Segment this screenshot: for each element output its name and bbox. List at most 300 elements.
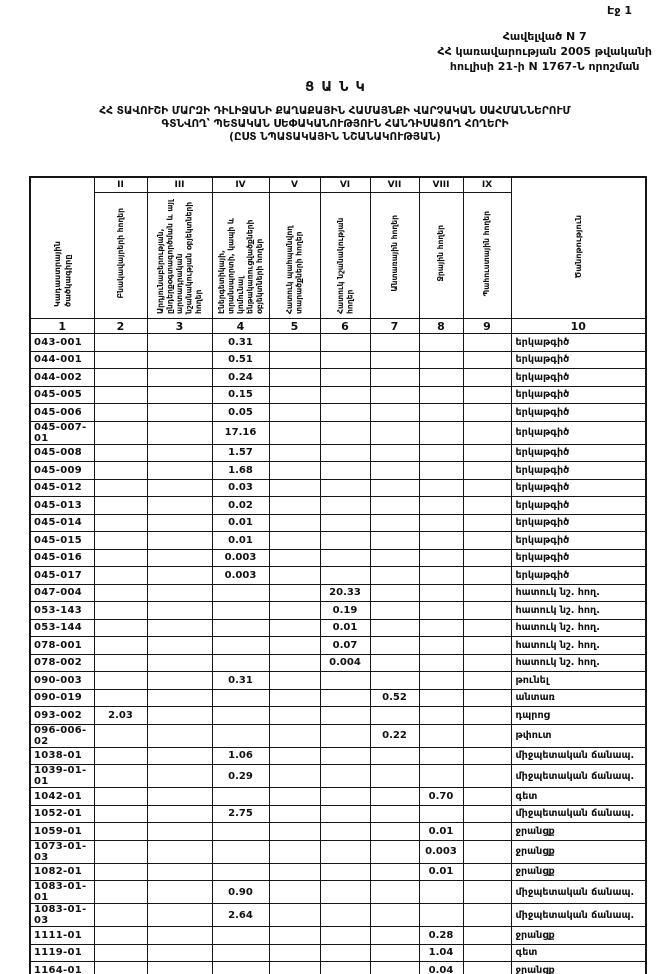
area-value-cell-col2: [94, 514, 147, 532]
area-value-cell-col5: [269, 707, 320, 725]
note-cell: երկաթգիծ: [511, 497, 646, 515]
table-row: [30, 462, 646, 480]
column-number-row: [30, 319, 646, 334]
cadastral-code-cell: 045-013: [30, 497, 94, 515]
area-value-cell-col7: [370, 404, 419, 422]
area-value-cell-col8: [419, 904, 463, 927]
note-cell: երկաթգիծ: [511, 386, 646, 404]
area-value-cell-col6: [320, 805, 370, 823]
area-value-cell-col5: [269, 805, 320, 823]
area-value-cell-col3: [147, 334, 212, 352]
area-value-cell-col3: [147, 747, 212, 765]
note-cell: երկաթգիծ: [511, 369, 646, 387]
area-value-cell-col2: [94, 369, 147, 387]
roman-numeral-8: VIII: [419, 177, 463, 193]
area-value-cell-col6: [320, 944, 370, 962]
area-value-cell-col7: [370, 532, 419, 550]
area-value-cell-col6: [320, 788, 370, 806]
area-value-cell-col9: [463, 497, 511, 515]
table-row: [30, 404, 646, 422]
area-value-cell-col4: [212, 863, 269, 881]
cadastral-code-cell: 045-008: [30, 444, 94, 462]
area-value-cell-col7: [370, 386, 419, 404]
area-value-cell-col7: [370, 421, 419, 444]
note-cell: երկաթգիծ: [511, 404, 646, 422]
area-value-cell-col3: [147, 765, 212, 788]
area-value-cell-col3: [147, 584, 212, 602]
area-value-cell-col3: [147, 386, 212, 404]
note-cell: ջրանցք: [511, 823, 646, 841]
area-value-cell-col8: 0.01: [419, 823, 463, 841]
area-value-cell-col4: [212, 654, 269, 672]
table-row: [30, 619, 646, 637]
note-cell: երկաթգիծ: [511, 479, 646, 497]
column-number-7: 7: [370, 319, 419, 334]
area-value-cell-col7: [370, 747, 419, 765]
note-cell: հատուկ նշ. հող.: [511, 619, 646, 637]
area-value-cell-col9: [463, 602, 511, 620]
area-value-cell-col2: [94, 672, 147, 690]
area-value-cell-col4: 0.05: [212, 404, 269, 422]
area-value-cell-col4: 0.02: [212, 497, 269, 515]
header-energy-transport-lands-label: Էներգետիկայի, տրանսպորտի, կապի և կոմունալ ենթակառուցվածքների օբյեկտների հողեր: [216, 217, 264, 314]
area-value-cell-col7: [370, 334, 419, 352]
cadastral-code-cell: 045-009: [30, 462, 94, 480]
table-row: [30, 567, 646, 585]
area-value-cell-col2: [94, 863, 147, 881]
area-value-cell-col9: [463, 927, 511, 945]
area-value-cell-col9: [463, 765, 511, 788]
area-value-cell-col5: [269, 462, 320, 480]
area-value-cell-col2: [94, 962, 147, 974]
area-value-cell-col3: [147, 351, 212, 369]
area-value-cell-col3: [147, 962, 212, 974]
area-value-cell-col2: [94, 479, 147, 497]
header-reserve-lands: [463, 193, 511, 319]
area-value-cell-col5: [269, 654, 320, 672]
note-cell: հատուկ նշ. հող.: [511, 637, 646, 655]
area-value-cell-col9: [463, 549, 511, 567]
area-value-cell-col3: [147, 823, 212, 841]
area-value-cell-col2: [94, 421, 147, 444]
area-value-cell-col5: [269, 840, 320, 863]
area-value-cell-col2: [94, 351, 147, 369]
area-value-cell-col7: [370, 497, 419, 515]
area-value-cell-col7: [370, 672, 419, 690]
roman-numeral-3: III: [147, 177, 212, 193]
cadastral-code-cell: 045-016: [30, 549, 94, 567]
area-value-cell-col9: [463, 823, 511, 841]
table-row: [30, 444, 646, 462]
header-residential-lands-label: Բնակավայրերի հողեր: [115, 208, 125, 299]
area-value-cell-col9: [463, 689, 511, 707]
area-value-cell-col8: [419, 567, 463, 585]
area-value-cell-col7: [370, 549, 419, 567]
subtitle-line-2: ԳՏՆՎՈՂ՝ ՊԵՏԱԿԱՆ ՍԵՓԱԿԱՆՈՒԹՅՈՒՆ ՀԱՆԴԻՍԱՑՈՂ ՀՈՂԵՐԻ: [161, 118, 509, 131]
area-value-cell-col5: [269, 619, 320, 637]
table-row: [30, 386, 646, 404]
area-value-cell-col3: [147, 567, 212, 585]
area-value-cell-col5: [269, 962, 320, 974]
header-forest-lands: [370, 193, 419, 319]
area-value-cell-col4: 1.06: [212, 747, 269, 765]
area-value-cell-col6: [320, 334, 370, 352]
note-cell: միջպետական ճանապ.: [511, 904, 646, 927]
note-cell: ջրանցք: [511, 840, 646, 863]
area-value-cell-col9: [463, 369, 511, 387]
area-value-cell-col4: [212, 602, 269, 620]
roman-numeral-6: VI: [320, 177, 370, 193]
area-value-cell-col5: [269, 549, 320, 567]
column-number-10: 10: [511, 319, 646, 334]
note-cell: միջպետական ճանապ.: [511, 765, 646, 788]
area-value-cell-col4: 0.03: [212, 479, 269, 497]
area-value-cell-col9: [463, 404, 511, 422]
area-value-cell-col8: [419, 654, 463, 672]
header-reserve-lands-label: Պահուստային հողեր: [482, 210, 492, 297]
area-value-cell-col9: [463, 637, 511, 655]
area-value-cell-col3: [147, 881, 212, 904]
area-value-cell-col8: [419, 602, 463, 620]
area-value-cell-col4: 0.29: [212, 765, 269, 788]
header-industrial-lands-label: Արդյունաբերության, ընդերքօգտագործման և այլ արտադրական նշանակության օբյեկտների հողեր: [155, 199, 203, 314]
area-value-cell-col5: [269, 514, 320, 532]
header-note: [511, 177, 646, 319]
cadastral-code-cell: 090-019: [30, 689, 94, 707]
area-value-cell-col8: [419, 619, 463, 637]
area-value-cell-col4: 0.003: [212, 549, 269, 567]
area-value-cell-col5: [269, 404, 320, 422]
area-value-cell-col7: [370, 351, 419, 369]
area-value-cell-col3: [147, 654, 212, 672]
area-value-cell-col2: [94, 602, 147, 620]
area-value-cell-col4: 2.64: [212, 904, 269, 927]
area-value-cell-col2: [94, 637, 147, 655]
area-value-cell-col6: [320, 823, 370, 841]
area-value-cell-col2: [94, 497, 147, 515]
area-value-cell-col5: [269, 765, 320, 788]
area-value-cell-col7: [370, 637, 419, 655]
table-row: [30, 654, 646, 672]
area-value-cell-col2: [94, 823, 147, 841]
table-row: [30, 944, 646, 962]
area-value-cell-col6: [320, 707, 370, 725]
table-row: [30, 672, 646, 690]
document-subtitle: [0, 105, 670, 144]
area-value-cell-col4: 0.31: [212, 672, 269, 690]
area-value-cell-col3: [147, 637, 212, 655]
area-value-cell-col2: [94, 584, 147, 602]
area-value-cell-col4: 1.57: [212, 444, 269, 462]
area-value-cell-col2: [94, 927, 147, 945]
table-row: [30, 479, 646, 497]
table-row: [30, 724, 646, 747]
area-value-cell-col9: [463, 672, 511, 690]
header-special-purpose-lands-label: Հատուկ նշանակության հողեր: [335, 217, 354, 314]
area-value-cell-col3: [147, 514, 212, 532]
note-cell: հատուկ նշ. հող.: [511, 654, 646, 672]
area-value-cell-col3: [147, 462, 212, 480]
area-value-cell-col8: [419, 672, 463, 690]
area-value-cell-col6: [320, 444, 370, 462]
table-body: [30, 334, 646, 974]
area-value-cell-col6: [320, 386, 370, 404]
area-value-cell-col7: [370, 765, 419, 788]
area-value-cell-col9: [463, 334, 511, 352]
area-value-cell-col4: [212, 823, 269, 841]
cadastral-code-cell: 1038-01: [30, 747, 94, 765]
area-value-cell-col8: [419, 584, 463, 602]
cadastral-code-cell: 1073-01-03: [30, 840, 94, 863]
area-value-cell-col6: [320, 724, 370, 747]
cadastral-code-cell: 1083-01-01: [30, 881, 94, 904]
area-value-cell-col4: 0.01: [212, 514, 269, 532]
area-value-cell-col6: 20.33: [320, 584, 370, 602]
table-row: [30, 840, 646, 863]
area-value-cell-col5: [269, 823, 320, 841]
area-value-cell-col7: [370, 444, 419, 462]
area-value-cell-col9: [463, 479, 511, 497]
cadastral-code-cell: 1082-01: [30, 863, 94, 881]
cadastral-code-cell: 1083-01-03: [30, 904, 94, 927]
table-row: [30, 765, 646, 788]
cadastral-code-cell: 1059-01: [30, 823, 94, 841]
area-value-cell-col7: [370, 602, 419, 620]
cadastral-code-cell: 090-003: [30, 672, 94, 690]
area-value-cell-col9: [463, 462, 511, 480]
area-value-cell-col8: 0.28: [419, 927, 463, 945]
area-value-cell-col2: [94, 724, 147, 747]
header-cadastral-code-label: Կադաստրային ծածկագիրը: [52, 240, 73, 307]
area-value-cell-col9: [463, 619, 511, 637]
area-value-cell-col6: 0.01: [320, 619, 370, 637]
cadastral-code-cell: 045-017: [30, 567, 94, 585]
note-cell: գետ: [511, 788, 646, 806]
land-parcels-table: [29, 176, 647, 974]
area-value-cell-col6: [320, 962, 370, 974]
area-value-cell-col3: [147, 927, 212, 945]
table-row: [30, 747, 646, 765]
area-value-cell-col6: 0.004: [320, 654, 370, 672]
area-value-cell-col9: [463, 707, 511, 725]
column-number-2: 2: [94, 319, 147, 334]
area-value-cell-col2: [94, 549, 147, 567]
area-value-cell-col8: [419, 549, 463, 567]
note-cell: երկաթգիծ: [511, 532, 646, 550]
area-value-cell-col9: [463, 444, 511, 462]
area-value-cell-col2: [94, 654, 147, 672]
area-value-cell-col7: [370, 944, 419, 962]
table-row: [30, 584, 646, 602]
note-cell: թունել: [511, 672, 646, 690]
table-row: [30, 549, 646, 567]
cadastral-code-cell: 047-004: [30, 584, 94, 602]
area-value-cell-col4: 0.15: [212, 386, 269, 404]
note-cell: հատուկ նշ. հող.: [511, 584, 646, 602]
area-value-cell-col4: [212, 637, 269, 655]
area-value-cell-col6: [320, 351, 370, 369]
area-value-cell-col4: 0.24: [212, 369, 269, 387]
cadastral-code-cell: 045-007-01: [30, 421, 94, 444]
area-value-cell-col3: [147, 444, 212, 462]
area-value-cell-col5: [269, 672, 320, 690]
area-value-cell-col9: [463, 567, 511, 585]
area-value-cell-col3: [147, 863, 212, 881]
area-value-cell-col7: [370, 514, 419, 532]
area-value-cell-col3: [147, 479, 212, 497]
table-row: [30, 823, 646, 841]
area-value-cell-col4: [212, 707, 269, 725]
area-value-cell-col4: 1.68: [212, 462, 269, 480]
table-row: [30, 637, 646, 655]
area-value-cell-col3: [147, 619, 212, 637]
area-value-cell-col4: [212, 724, 269, 747]
area-value-cell-col2: [94, 881, 147, 904]
cadastral-code-cell: 045-006: [30, 404, 94, 422]
area-value-cell-col8: [419, 479, 463, 497]
column-number-9: 9: [463, 319, 511, 334]
area-value-cell-col7: [370, 962, 419, 974]
area-value-cell-col3: [147, 549, 212, 567]
cadastral-code-cell: 078-001: [30, 637, 94, 655]
area-value-cell-col8: 0.04: [419, 962, 463, 974]
document-title: ՑԱՆԿ: [305, 80, 372, 95]
area-value-cell-col7: [370, 584, 419, 602]
area-value-cell-col4: [212, 944, 269, 962]
header-protected-territories-lands: [269, 193, 320, 319]
area-value-cell-col3: [147, 672, 212, 690]
area-value-cell-col2: [94, 567, 147, 585]
area-value-cell-col9: [463, 962, 511, 974]
area-value-cell-col7: [370, 567, 419, 585]
area-value-cell-col8: [419, 765, 463, 788]
area-value-cell-col6: [320, 863, 370, 881]
header-residential-lands: [94, 193, 147, 319]
area-value-cell-col3: [147, 497, 212, 515]
area-value-cell-col9: [463, 514, 511, 532]
area-value-cell-col5: [269, 689, 320, 707]
area-value-cell-col9: [463, 904, 511, 927]
area-value-cell-col7: [370, 904, 419, 927]
area-value-cell-col7: [370, 369, 419, 387]
column-number-4: 4: [212, 319, 269, 334]
area-value-cell-col6: [320, 904, 370, 927]
note-cell: ջրանցք: [511, 927, 646, 945]
area-value-cell-col9: [463, 654, 511, 672]
area-value-cell-col8: 0.01: [419, 863, 463, 881]
page-number: Էջ 1: [607, 4, 632, 17]
area-value-cell-col8: [419, 404, 463, 422]
note-cell: երկաթգիծ: [511, 549, 646, 567]
area-value-cell-col3: [147, 805, 212, 823]
area-value-cell-col3: [147, 944, 212, 962]
area-value-cell-col8: [419, 421, 463, 444]
area-value-cell-col8: 1.04: [419, 944, 463, 962]
cadastral-code-cell: 045-012: [30, 479, 94, 497]
area-value-cell-col8: [419, 514, 463, 532]
area-value-cell-col4: 0.31: [212, 334, 269, 352]
column-number-5: 5: [269, 319, 320, 334]
area-value-cell-col4: 0.003: [212, 567, 269, 585]
area-value-cell-col9: [463, 421, 511, 444]
area-value-cell-col9: [463, 386, 511, 404]
cadastral-code-cell: 045-005: [30, 386, 94, 404]
header-energy-transport-lands: [212, 193, 269, 319]
area-value-cell-col6: 0.19: [320, 602, 370, 620]
area-value-cell-col9: [463, 805, 511, 823]
area-value-cell-col6: [320, 840, 370, 863]
area-value-cell-col5: [269, 369, 320, 387]
subtitle-line-3: (ԸՍՏ ՆՊԱՏԱԿԱՅԻՆ ՆՇԱՆԱԿՈՒԹՅԱՆ): [229, 131, 441, 144]
area-value-cell-col7: [370, 788, 419, 806]
appendix-line-2: ՀՀ կառավարության 2005 թվականի: [437, 44, 652, 58]
area-value-cell-col8: [419, 724, 463, 747]
roman-numeral-5: V: [269, 177, 320, 193]
area-value-cell-col8: [419, 462, 463, 480]
table-row: [30, 689, 646, 707]
cadastral-code-cell: 093-002: [30, 707, 94, 725]
cadastral-code-cell: 043-001: [30, 334, 94, 352]
area-value-cell-col5: [269, 747, 320, 765]
note-cell: միջպետական ճանապ.: [511, 805, 646, 823]
table-row: [30, 334, 646, 352]
note-cell: միջպետական ճանապ.: [511, 747, 646, 765]
area-value-cell-col6: [320, 549, 370, 567]
area-value-cell-col7: [370, 881, 419, 904]
cadastral-code-cell: 044-001: [30, 351, 94, 369]
area-value-cell-col9: [463, 351, 511, 369]
area-value-cell-col8: [419, 532, 463, 550]
area-value-cell-col3: [147, 532, 212, 550]
area-value-cell-col2: [94, 840, 147, 863]
header-special-purpose-lands: [320, 193, 370, 319]
area-value-cell-col2: [94, 619, 147, 637]
area-value-cell-col4: [212, 584, 269, 602]
area-value-cell-col5: [269, 788, 320, 806]
cadastral-code-cell: 1052-01: [30, 805, 94, 823]
area-value-cell-col4: 0.90: [212, 881, 269, 904]
area-value-cell-col8: 0.003: [419, 840, 463, 863]
area-value-cell-col5: [269, 724, 320, 747]
area-value-cell-col9: [463, 532, 511, 550]
area-value-cell-col2: [94, 765, 147, 788]
area-value-cell-col2: [94, 904, 147, 927]
header-cadastral-code: [30, 177, 94, 319]
table-row: [30, 881, 646, 904]
area-value-cell-col4: [212, 840, 269, 863]
cadastral-code-cell: 053-143: [30, 602, 94, 620]
cadastral-code-cell: 096-006-02: [30, 724, 94, 747]
area-value-cell-col7: [370, 840, 419, 863]
note-cell: երկաթգիծ: [511, 567, 646, 585]
area-value-cell-col6: [320, 927, 370, 945]
area-value-cell-col6: [320, 567, 370, 585]
cadastral-code-cell: 045-015: [30, 532, 94, 550]
header-forest-lands-label: Անտառային հողեր: [389, 215, 399, 292]
area-value-cell-col2: [94, 386, 147, 404]
area-value-cell-col2: [94, 944, 147, 962]
note-cell: երկաթգիծ: [511, 514, 646, 532]
area-value-cell-col4: 0.51: [212, 351, 269, 369]
area-value-cell-col8: [419, 637, 463, 655]
area-value-cell-col6: [320, 404, 370, 422]
area-value-cell-col6: [320, 462, 370, 480]
area-value-cell-col5: [269, 532, 320, 550]
area-value-cell-col7: 0.22: [370, 724, 419, 747]
area-value-cell-col7: [370, 654, 419, 672]
area-value-cell-col6: [320, 497, 370, 515]
table-row: [30, 514, 646, 532]
